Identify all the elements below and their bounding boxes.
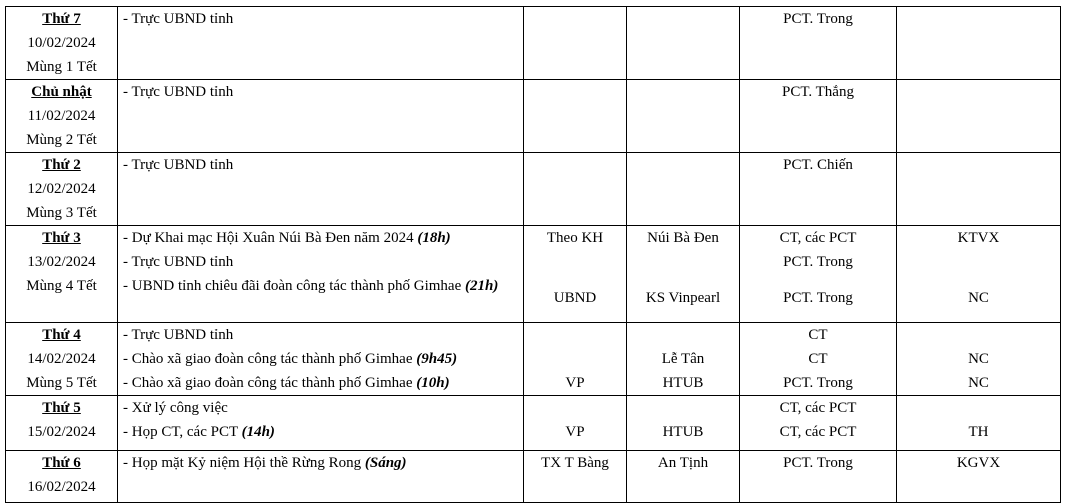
place-cell <box>627 80 740 153</box>
host-value <box>524 323 626 347</box>
leader-value: CT, các PCT <box>779 230 857 246</box>
activity-text: - Xử lý công việc <box>123 400 228 416</box>
activity-line <box>118 396 523 420</box>
prep-value: NC <box>968 290 989 306</box>
host-value <box>524 80 626 104</box>
prep-value <box>897 7 1060 31</box>
place-cell <box>627 226 740 323</box>
activity-cell <box>118 80 524 153</box>
activity-cell <box>118 153 524 226</box>
prep-cell <box>897 451 1061 503</box>
place-cell <box>627 7 740 80</box>
activity-text: - UBND tỉnh chiêu đãi đoàn công tác thành phố Gimhae <box>123 278 465 294</box>
place-value <box>627 153 739 177</box>
activity-line <box>118 226 523 250</box>
host-value: VP <box>565 424 585 440</box>
leader-cell <box>740 153 897 226</box>
activity-cell <box>118 7 524 80</box>
activity-time: (14h) <box>241 424 275 440</box>
place-value: KS Vinpearl <box>645 290 721 306</box>
host-value <box>524 250 626 274</box>
day-row <box>6 396 1061 451</box>
host-value: UBND <box>553 290 597 306</box>
prep-cell <box>897 153 1061 226</box>
day-lunar: Mùng 3 Tết <box>26 205 97 221</box>
day-name: Thứ 4 <box>42 327 81 343</box>
prep-value <box>897 250 1060 274</box>
place-cell <box>627 451 740 503</box>
place-value: HTUB <box>662 375 704 391</box>
host-cell <box>524 153 627 226</box>
prep-value: NC <box>968 375 989 391</box>
leader-value: CT <box>808 327 828 343</box>
prep-cell <box>897 7 1061 80</box>
day-name: Thứ 3 <box>42 230 81 246</box>
activity-line <box>118 7 523 31</box>
leader-value: CT, các PCT <box>779 424 857 440</box>
place-value <box>627 250 739 274</box>
schedule-table <box>5 6 1061 503</box>
activity-cell <box>118 226 524 323</box>
place-value <box>627 396 739 420</box>
activity-line <box>118 250 523 274</box>
activity-line <box>118 153 523 177</box>
activity-time: (18h) <box>417 230 451 246</box>
day-name: Chủ nhật <box>31 84 92 100</box>
leader-cell <box>740 323 897 396</box>
place-value <box>627 80 739 104</box>
prep-value: NC <box>968 351 989 367</box>
day-date: 14/02/2024 <box>27 351 96 367</box>
activity-text: - Trực UBND tỉnh <box>123 11 234 27</box>
day-row <box>6 80 1061 153</box>
host-value <box>524 347 626 371</box>
prep-value <box>897 396 1060 420</box>
activity-line <box>118 451 523 475</box>
activity-line <box>118 80 523 104</box>
host-cell <box>524 451 627 503</box>
leader-value: PCT. Trong <box>783 290 853 306</box>
place-cell <box>627 323 740 396</box>
day-row <box>6 153 1061 226</box>
place-value: Lễ Tân <box>661 351 705 367</box>
day-cell <box>6 7 118 80</box>
activity-cell <box>118 323 524 396</box>
activity-line <box>118 323 523 347</box>
place-cell <box>627 396 740 451</box>
day-lunar: Mùng 2 Tết <box>26 132 97 148</box>
host-cell <box>524 7 627 80</box>
prep-value: KTVX <box>957 230 1000 246</box>
day-lunar: Mùng 4 Tết <box>26 278 97 294</box>
prep-cell <box>897 323 1061 396</box>
day-date: 10/02/2024 <box>27 35 96 51</box>
place-value: An Tịnh <box>657 455 709 471</box>
prep-value <box>897 323 1060 347</box>
prep-value: TH <box>968 424 989 440</box>
activity-text: - Trực UBND tỉnh <box>123 254 234 270</box>
leader-value: PCT. Trong <box>783 254 853 270</box>
leader-cell <box>740 7 897 80</box>
activity-time: (21h) <box>465 278 499 294</box>
day-cell <box>6 323 118 396</box>
day-cell <box>6 153 118 226</box>
activity-time: (10h) <box>416 375 450 391</box>
leader-cell <box>740 396 897 451</box>
day-date: 13/02/2024 <box>27 254 96 270</box>
day-lunar: Mùng 1 Tết <box>26 59 97 75</box>
leader-value: PCT. Trong <box>783 455 853 471</box>
activity-text: - Dự Khai mạc Hội Xuân Núi Bà Đen năm 2024 <box>123 230 418 246</box>
day-row <box>6 226 1061 323</box>
host-cell <box>524 80 627 153</box>
activity-cell <box>118 451 524 503</box>
activity-text: - Họp mặt Kỷ niệm Hội thề Rừng Rong <box>123 455 365 471</box>
leader-cell <box>740 80 897 153</box>
activity-text: - Trực UBND tỉnh <box>123 327 234 343</box>
activity-line <box>118 420 523 444</box>
day-cell <box>6 226 118 323</box>
activity-text: - Chào xã giao đoàn công tác thành phố Gimhae <box>123 375 417 391</box>
schedule-body <box>6 7 1061 503</box>
leader-cell <box>740 226 897 323</box>
host-cell <box>524 226 627 323</box>
day-cell <box>6 451 118 503</box>
day-date: 16/02/2024 <box>27 479 96 495</box>
host-value: Theo KH <box>546 230 604 246</box>
leader-value: PCT. Trong <box>783 375 853 391</box>
day-name: Thứ 5 <box>42 400 81 416</box>
place-value: Núi Bà Đen <box>647 230 719 246</box>
day-row <box>6 323 1061 396</box>
leader-cell <box>740 451 897 503</box>
activity-cell <box>118 396 524 451</box>
activity-line <box>118 347 523 371</box>
prep-value <box>897 153 1060 177</box>
activity-time: (9h45) <box>416 351 458 367</box>
place-value <box>627 323 739 347</box>
activity-text: - Trực UBND tỉnh <box>123 84 234 100</box>
day-date: 15/02/2024 <box>27 424 96 440</box>
day-name: Thứ 2 <box>42 157 81 173</box>
leader-value: PCT. Thắng <box>782 84 854 100</box>
host-value: TX T Bàng <box>541 455 609 471</box>
activity-line <box>118 371 523 395</box>
prep-cell <box>897 226 1061 323</box>
host-value <box>524 396 626 420</box>
day-row <box>6 7 1061 80</box>
activity-time: (Sáng) <box>364 455 407 471</box>
day-date: 11/02/2024 <box>27 108 96 124</box>
activity-text: - Họp CT, các PCT <box>123 424 242 440</box>
activity-line <box>118 274 523 322</box>
day-name: Thứ 6 <box>42 455 81 471</box>
day-cell <box>6 396 118 451</box>
leader-value: CT, các PCT <box>779 400 857 416</box>
leader-value: CT <box>808 351 828 367</box>
leader-value: PCT. Chiến <box>783 157 853 173</box>
host-value <box>524 7 626 31</box>
host-cell <box>524 396 627 451</box>
host-value <box>524 153 626 177</box>
leader-value: PCT. Trong <box>783 11 853 27</box>
host-cell <box>524 323 627 396</box>
place-cell <box>627 153 740 226</box>
prep-value <box>897 80 1060 104</box>
day-cell <box>6 80 118 153</box>
prep-cell <box>897 396 1061 451</box>
day-row <box>6 451 1061 503</box>
place-value <box>627 7 739 31</box>
host-value: VP <box>565 375 585 391</box>
activity-text: - Trực UBND tỉnh <box>123 157 234 173</box>
prep-cell <box>897 80 1061 153</box>
prep-value: KGVX <box>956 455 1001 471</box>
day-lunar: Mùng 5 Tết <box>26 375 97 391</box>
activity-text: - Chào xã giao đoàn công tác thành phố Gimhae <box>123 351 417 367</box>
place-value: HTUB <box>662 424 704 440</box>
day-date: 12/02/2024 <box>27 181 96 197</box>
day-name: Thứ 7 <box>42 11 81 27</box>
